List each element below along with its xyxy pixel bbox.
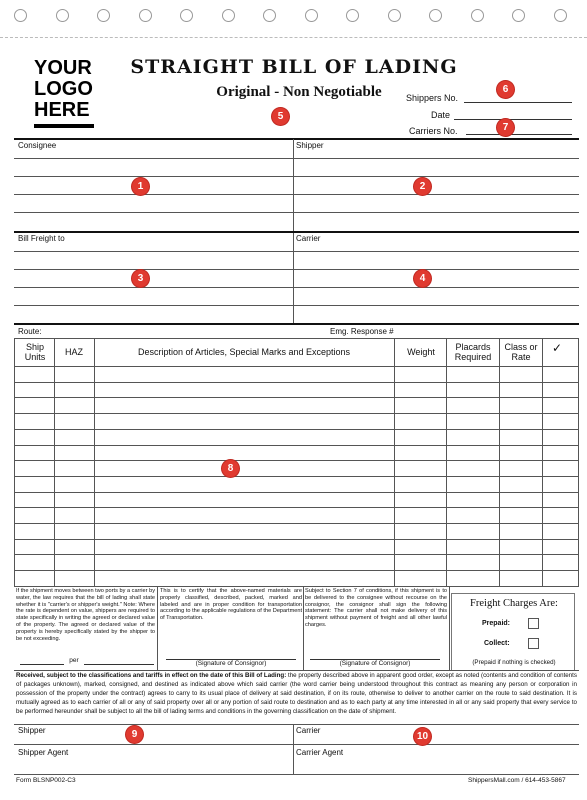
freight-note: (Prepaid if nothing is checked): [472, 659, 556, 666]
section-divider: [14, 138, 579, 140]
signature-divider: [293, 724, 294, 774]
address-line[interactable]: [14, 194, 579, 195]
notes-divider: [303, 586, 304, 670]
number-badge: 1: [132, 178, 149, 195]
notes-divider: [449, 586, 450, 670]
company-contact: ShippersMall.com / 614-453-5867: [468, 777, 566, 784]
binder-hole: [554, 9, 567, 22]
header-class-rate: [500, 342, 542, 362]
header-text: Units: [24, 352, 46, 362]
address-line[interactable]: [14, 251, 579, 252]
number-badge: 10: [414, 728, 431, 745]
per-label: per: [69, 657, 79, 664]
table-row[interactable]: [14, 366, 579, 367]
table-column-divider: [14, 338, 15, 586]
table-row[interactable]: [14, 492, 579, 493]
section-divider: [14, 323, 579, 325]
logo-underline: [34, 124, 94, 128]
binder-hole: [305, 9, 318, 22]
carriers-no-field[interactable]: [466, 134, 572, 135]
route-label: Route:: [18, 327, 42, 336]
shippers-no-field[interactable]: [464, 102, 572, 103]
freight-charges-box: [451, 593, 575, 671]
date-label: Date: [431, 110, 451, 120]
binder-hole: [56, 9, 69, 22]
consignor-signature-label-2: (Signature of Consignor): [339, 660, 411, 667]
freight-charges-title: Freight Charges Are:: [470, 598, 558, 609]
table-column-divider: [542, 338, 543, 586]
address-line[interactable]: [14, 269, 579, 270]
carriers-no-label: Carriers No.: [409, 126, 458, 136]
shipper-agent-label: Shipper Agent: [18, 748, 69, 757]
number-badge: 8: [222, 460, 239, 477]
table-column-divider: [54, 338, 55, 586]
carrier-label: Carrier: [296, 234, 321, 243]
water-carrier-note: If the shipment moves between two ports by a carrier by water, the law requires that the bill of lading shall state whether it is "carrier's or shipper's weight." Note: Where the rate is dependent on value, shippers are required to state specifically in writing the agreed or declared value of the property. The agreed or declared value of the property is hereby specifically stated by the shipper to be not exceeding.: [16, 588, 155, 642]
binder-hole: [512, 9, 525, 22]
consignee-label: Consignee: [18, 141, 57, 150]
table-column-divider: [578, 338, 579, 586]
section-divider: [14, 231, 579, 233]
table-row[interactable]: [14, 460, 579, 461]
section-divider: [14, 724, 579, 725]
address-line[interactable]: [14, 212, 579, 213]
bill-freight-to-label: Bill Freight to: [18, 234, 65, 243]
header-text: Placards: [455, 342, 491, 352]
prepaid-label: Prepaid:: [482, 620, 511, 627]
form-bottom: [14, 774, 579, 775]
table-row[interactable]: [14, 382, 579, 383]
logo-line: LOGO: [34, 78, 93, 100]
number-badge: 2: [414, 178, 431, 195]
number-badge: 9: [126, 726, 143, 743]
header-placards: [447, 342, 499, 362]
number-badge: 7: [497, 119, 514, 136]
form-number: Form BLSNP002-C3: [16, 777, 76, 784]
receipt-terms-heading: Received, subject to the classifications and tariffs in effect on the date of this Bill of Lading:: [16, 672, 287, 679]
address-line[interactable]: [14, 305, 579, 306]
table-column-divider: [394, 338, 395, 586]
carrier-agent-label: Carrier Agent: [296, 748, 344, 757]
bill-of-lading-form: [14, 48, 579, 784]
header-weight: Weight: [407, 347, 435, 357]
column-divider: [293, 231, 294, 323]
binder-hole: [14, 9, 27, 22]
shipper-label: Shipper: [296, 141, 324, 150]
consignor-signature-label-1: (Signature of Consignor): [195, 660, 267, 667]
binder-hole: [388, 9, 401, 22]
header-text: Required: [454, 352, 492, 362]
address-line[interactable]: [14, 287, 579, 288]
table-row[interactable]: [14, 539, 579, 540]
prepaid-checkbox[interactable]: [528, 618, 539, 629]
number-badge: 6: [497, 81, 514, 98]
form-title: STRAIGHT BILL OF LADING: [130, 56, 458, 78]
table-column-divider: [94, 338, 95, 586]
header-haz: HAZ: [65, 347, 83, 357]
header-description: Description of Articles, Special Marks and Exceptions: [137, 347, 351, 357]
header-text: Rate: [511, 352, 531, 362]
collect-checkbox[interactable]: [528, 638, 539, 649]
per-field[interactable]: [84, 664, 154, 665]
section7-note: Subject to Section 7 of conditions, if this shipment is to be delivered to the consignee without recourse on the consignor, the consignor shall sign the following statement: The carrier shall not make delivery of this shipment without payment of freight and all other lawful charges.: [305, 588, 447, 628]
table-column-divider: [499, 338, 500, 586]
carrier-signature-label: Carrier: [296, 726, 321, 735]
binder-hole: [139, 9, 152, 22]
notes-divider: [157, 586, 158, 670]
address-line[interactable]: [14, 176, 579, 177]
binder-hole: [471, 9, 484, 22]
collect-label: Collect:: [484, 640, 510, 647]
number-badge: 5: [272, 108, 289, 125]
header-check-icon: ✓: [552, 341, 563, 355]
binder-hole: [97, 9, 110, 22]
table-row[interactable]: [14, 397, 579, 398]
binder-hole: [263, 9, 276, 22]
table-column-divider: [446, 338, 447, 586]
binder-hole: [222, 9, 235, 22]
binder-hole: [429, 9, 442, 22]
perforation-line: [0, 37, 587, 38]
logo-line: HERE: [34, 99, 90, 121]
receipt-terms: [16, 671, 577, 716]
logo-placeholder: [34, 58, 94, 130]
shipper-signature-label: Shipper: [18, 726, 46, 735]
table-row[interactable]: [14, 523, 579, 524]
shippers-no-label: Shippers No.: [406, 93, 459, 103]
header-text: Ship: [25, 342, 44, 352]
table-row[interactable]: [14, 476, 579, 477]
header-ship-units: [16, 342, 54, 362]
date-field[interactable]: [454, 119, 572, 120]
number-badge: 4: [414, 270, 431, 287]
number-badge: 3: [132, 270, 149, 287]
declared-value-field[interactable]: [20, 664, 64, 665]
certification-note: This is to certify that the above-named materials are properly classified, described, packed, marked and labeled and are in proper condition for transportation according to the applicable regulations of the Department of Transportation.: [160, 588, 302, 622]
table-row[interactable]: [14, 570, 579, 571]
table-row[interactable]: [14, 413, 579, 414]
table-row[interactable]: [14, 429, 579, 430]
table-row[interactable]: [14, 445, 579, 446]
table-row[interactable]: [14, 586, 579, 587]
signature-divider: [14, 744, 579, 745]
binder-hole: [180, 9, 193, 22]
header-text: Class or: [504, 342, 538, 352]
emergency-response-label: Emg. Response #: [330, 327, 394, 336]
receipt-terms-body: the property described above in apparent good order, except as noted (contents and condition of contents of packages unknown), marked, consigned, and destined as indicated above which said carrier (the word carrier being understood throughout this contract as meaning any person or corporation in possession of the property under the contract) agrees to carry to its usual place of delivery at said destination, if on its route, otherwise to deliver to another carrier on the route to said destination. It is mutually agreed as to each carrier of all or any of said property over all or any portion of said route to destination and as to each party at any time interested in all or any said property that every service to be performed hereunder shall be subject to all the bill of lading terms and conditions in the governing classification on the date of shipment.: [16, 672, 577, 715]
table-row[interactable]: [14, 554, 579, 555]
binder-hole: [346, 9, 359, 22]
form-subtitle: Original - Non Negotiable: [216, 84, 382, 100]
table-top: [14, 338, 579, 339]
binder-strip: [0, 0, 587, 34]
logo-line: YOUR: [34, 57, 92, 79]
address-line[interactable]: [14, 158, 579, 159]
table-row[interactable]: [14, 507, 579, 508]
